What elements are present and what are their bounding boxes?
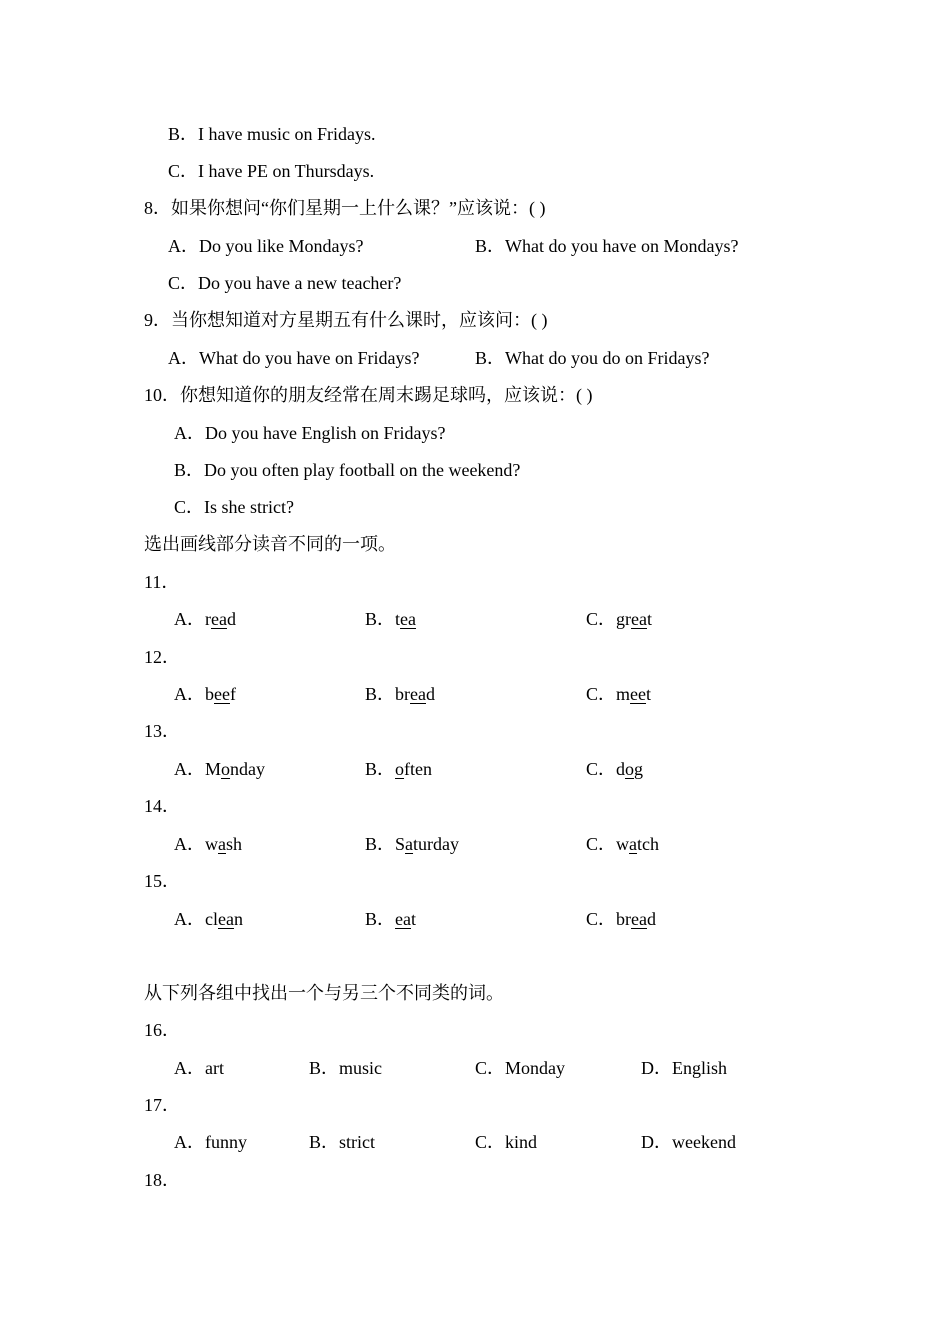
q11-number: 11． (144, 572, 180, 592)
q17-option-c: C．kind (475, 1132, 538, 1152)
q17-option-a: A．funny (174, 1132, 247, 1152)
q8-option-c: C．Do you have a new teacher? (168, 273, 402, 293)
q9-stem: 9．当你想知道对方星期五有什么课时，应该问：( ) (144, 310, 548, 330)
q13-option-a: A．Monday (174, 759, 266, 779)
q16-option-d: D．English (641, 1058, 728, 1078)
q8-option-b: B．What do you have on Mondays? (475, 236, 739, 256)
q14-option-b: B．Saturday (365, 834, 460, 854)
q11-option-b: B．tea (365, 609, 417, 629)
q16-option-a: A．art (174, 1058, 224, 1078)
q16-option-b: B．music (309, 1058, 383, 1078)
q17-number: 17． (144, 1095, 180, 1115)
q15-option-c: C．bread (586, 909, 656, 929)
section-pronunciation-title: 选出画线部分读音不同的一项。 (144, 534, 396, 554)
q13-option-c: C．dog (586, 759, 644, 779)
q12-option-b: B．bread (365, 684, 435, 704)
q16-option-c: C．Monday (475, 1058, 565, 1078)
q12-option-c: C．meet (586, 684, 652, 704)
q17-option-d: D．weekend (641, 1132, 736, 1152)
q12-option-a: A．beef (174, 684, 236, 704)
q15-number: 15． (144, 871, 180, 891)
q11-option-a: A．read (174, 609, 236, 629)
q15-option-b: B．eat (365, 909, 417, 929)
q8-stem: 8．如果你想问“你们星期一上什么课？”应该说：( ) (144, 198, 546, 218)
q14-option-a: A．wash (174, 834, 243, 854)
q13-number: 13． (144, 721, 180, 741)
q16-number: 16． (144, 1020, 180, 1040)
q8-option-a: A．Do you like Mondays? (168, 236, 364, 256)
q13-option-b: B．often (365, 759, 432, 779)
q7-option-b: B．I have music on Fridays. (168, 124, 376, 144)
q12-number: 12． (144, 647, 180, 667)
q9-option-a: A．What do you have on Fridays? (168, 348, 420, 368)
q10-option-b: B．Do you often play football on the weekend? (174, 460, 521, 480)
q10-stem: 10．你想知道你的朋友经常在周末踢足球吗，应该说：( ) (144, 385, 593, 405)
q18-number: 18． (144, 1170, 180, 1190)
q10-option-a: A．Do you have English on Fridays? (174, 423, 446, 443)
q11-option-c: C．great (586, 609, 653, 629)
q14-option-c: C．watch (586, 834, 660, 854)
q7-option-c: C．I have PE on Thursdays. (168, 161, 375, 181)
q15-option-a: A．clean (174, 909, 243, 929)
q10-option-c: C．Is she strict? (174, 497, 294, 517)
section-odd-one-out-title: 从下列各组中找出一个与另三个不同类的词。 (144, 983, 504, 1003)
q17-option-b: B．strict (309, 1132, 375, 1152)
q14-number: 14． (144, 796, 180, 816)
q9-option-b: B．What do you do on Fridays? (475, 348, 710, 368)
